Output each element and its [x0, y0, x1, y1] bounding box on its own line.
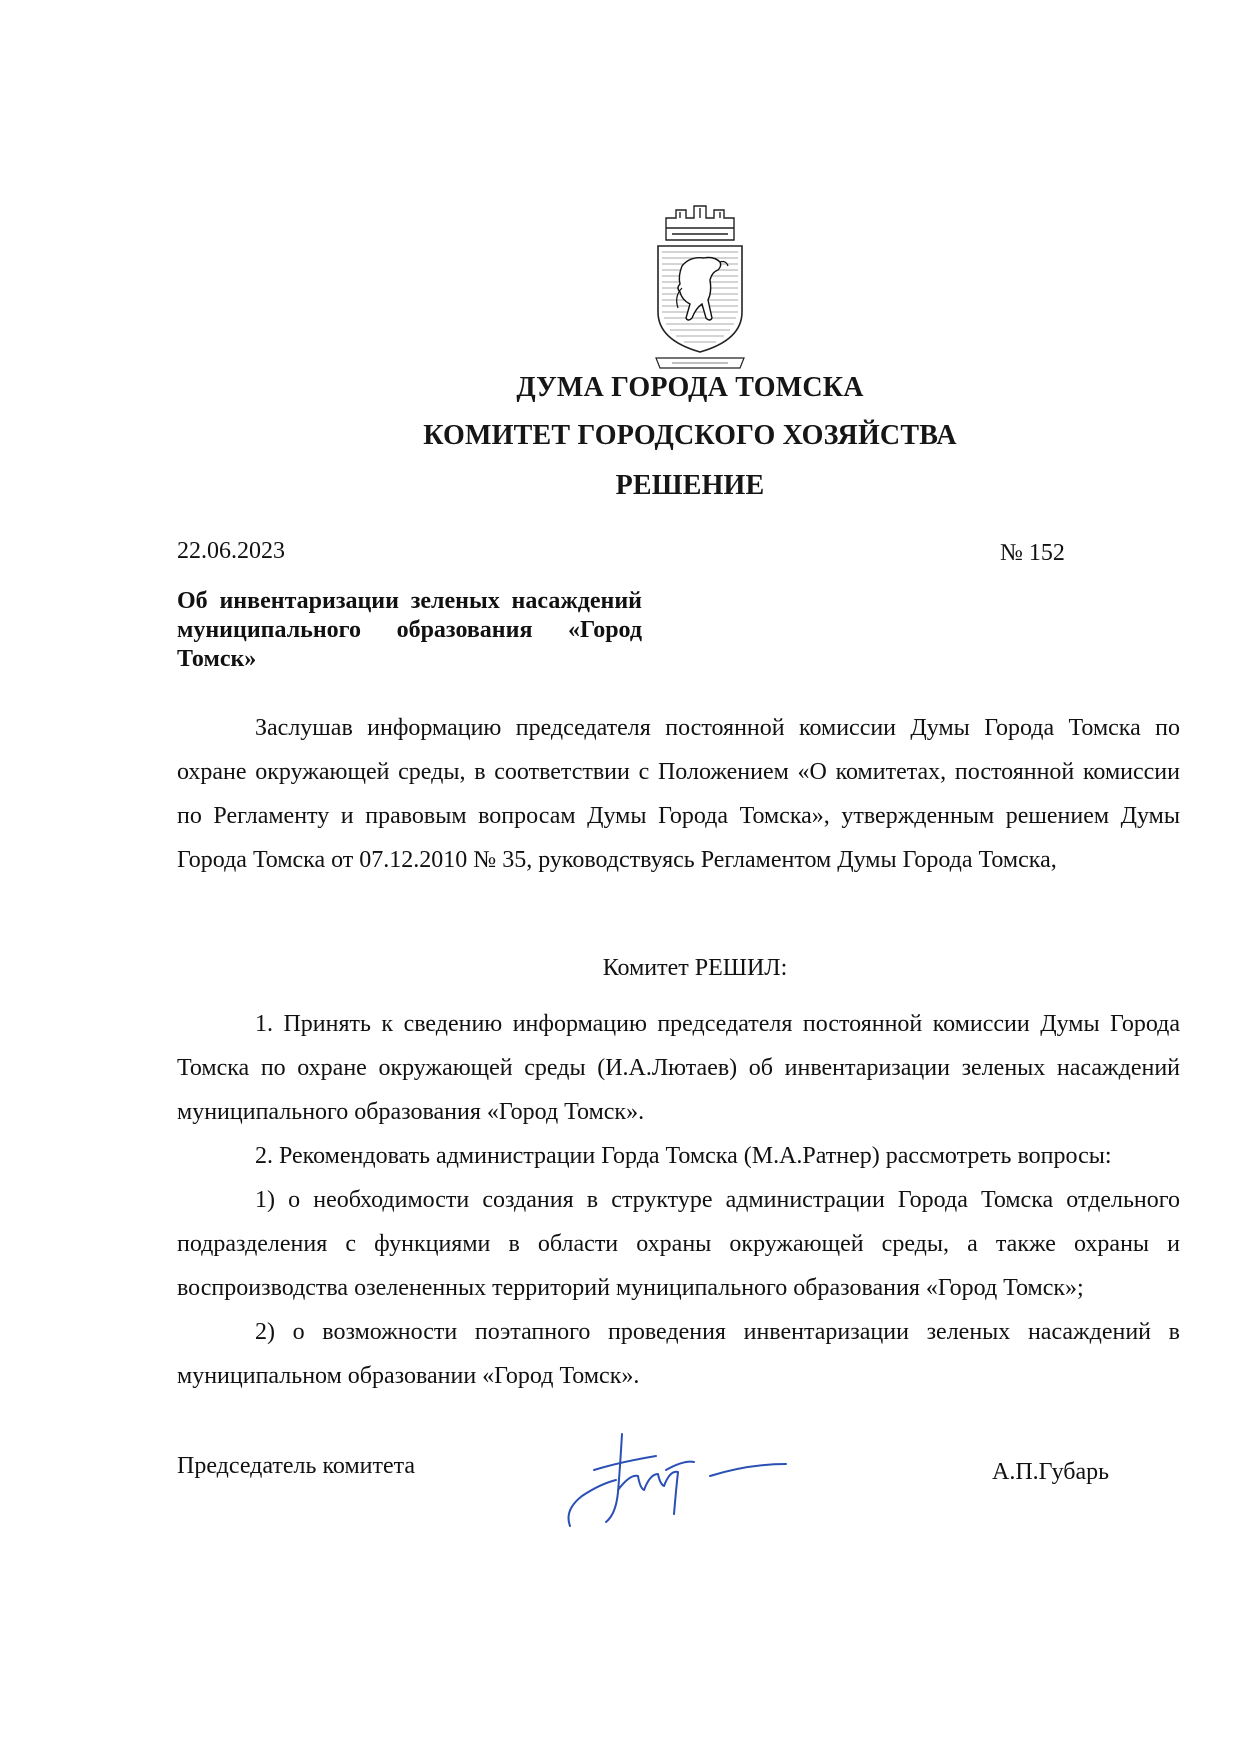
signatory-title: Председатель комитета [177, 1453, 416, 1479]
intro-paragraph: Заслушав информацию председателя постоянной комиссии Думы Города Томска по охране окружающей среды, в соответствии с Положением «О комитетах, постоянной комиссии по Регламенту и правовым вопросам Думы Города Томска», утвержденным решением Думы Города Томска от 07.12.2010 № 35, руководствуясь Регламентом Думы Города Томска, [177, 715, 1180, 873]
coat-of-arms-icon [652, 200, 748, 372]
document-date: 22.06.2023 [177, 538, 285, 564]
document-number: № 152 [1000, 540, 1065, 566]
committee-title: КОМИТЕТ ГОРОДСКОГО ХОЗЯЙСТВА [423, 420, 957, 451]
document-subject: Об инвентаризации зеленых насаждений муниципального образования «Город Томск» [177, 588, 642, 672]
decision-subitem-1: 1) о необходимости создания в структуре администрации Города Томска отдельного подразделения с функциями в области охраны окружающей среды, а также охраны и воспроизводства озелененных территорий муниципального образования «Город Томск»; [177, 1187, 1180, 1301]
organization-title: ДУМА ГОРОДА ТОМСКА [516, 372, 864, 403]
signatory-name: А.П.Губарь [992, 1459, 1110, 1485]
resolved-heading: Комитет РЕШИЛ: [602, 955, 788, 981]
decision-item-1: 1. Принять к сведению информацию председателя постоянной комиссии Думы Города Томска по охране окружающей среды (И.А.Лютаев) об инвентаризации зеленых насаждений муниципального образования «Город Томск». [177, 1011, 1180, 1125]
handwritten-signature [560, 1418, 800, 1538]
decision-item-2: 2. Рекомендовать администрации Горда Томска (М.А.Ратнер) рассмотреть вопросы: [255, 1143, 1112, 1169]
decision-subitem-2: 2) о возможности поэтапного проведения инвентаризации зеленых насаждений в муниципальном образовании «Город Томск». [177, 1319, 1180, 1389]
document-type-title: РЕШЕНИЕ [615, 470, 765, 501]
